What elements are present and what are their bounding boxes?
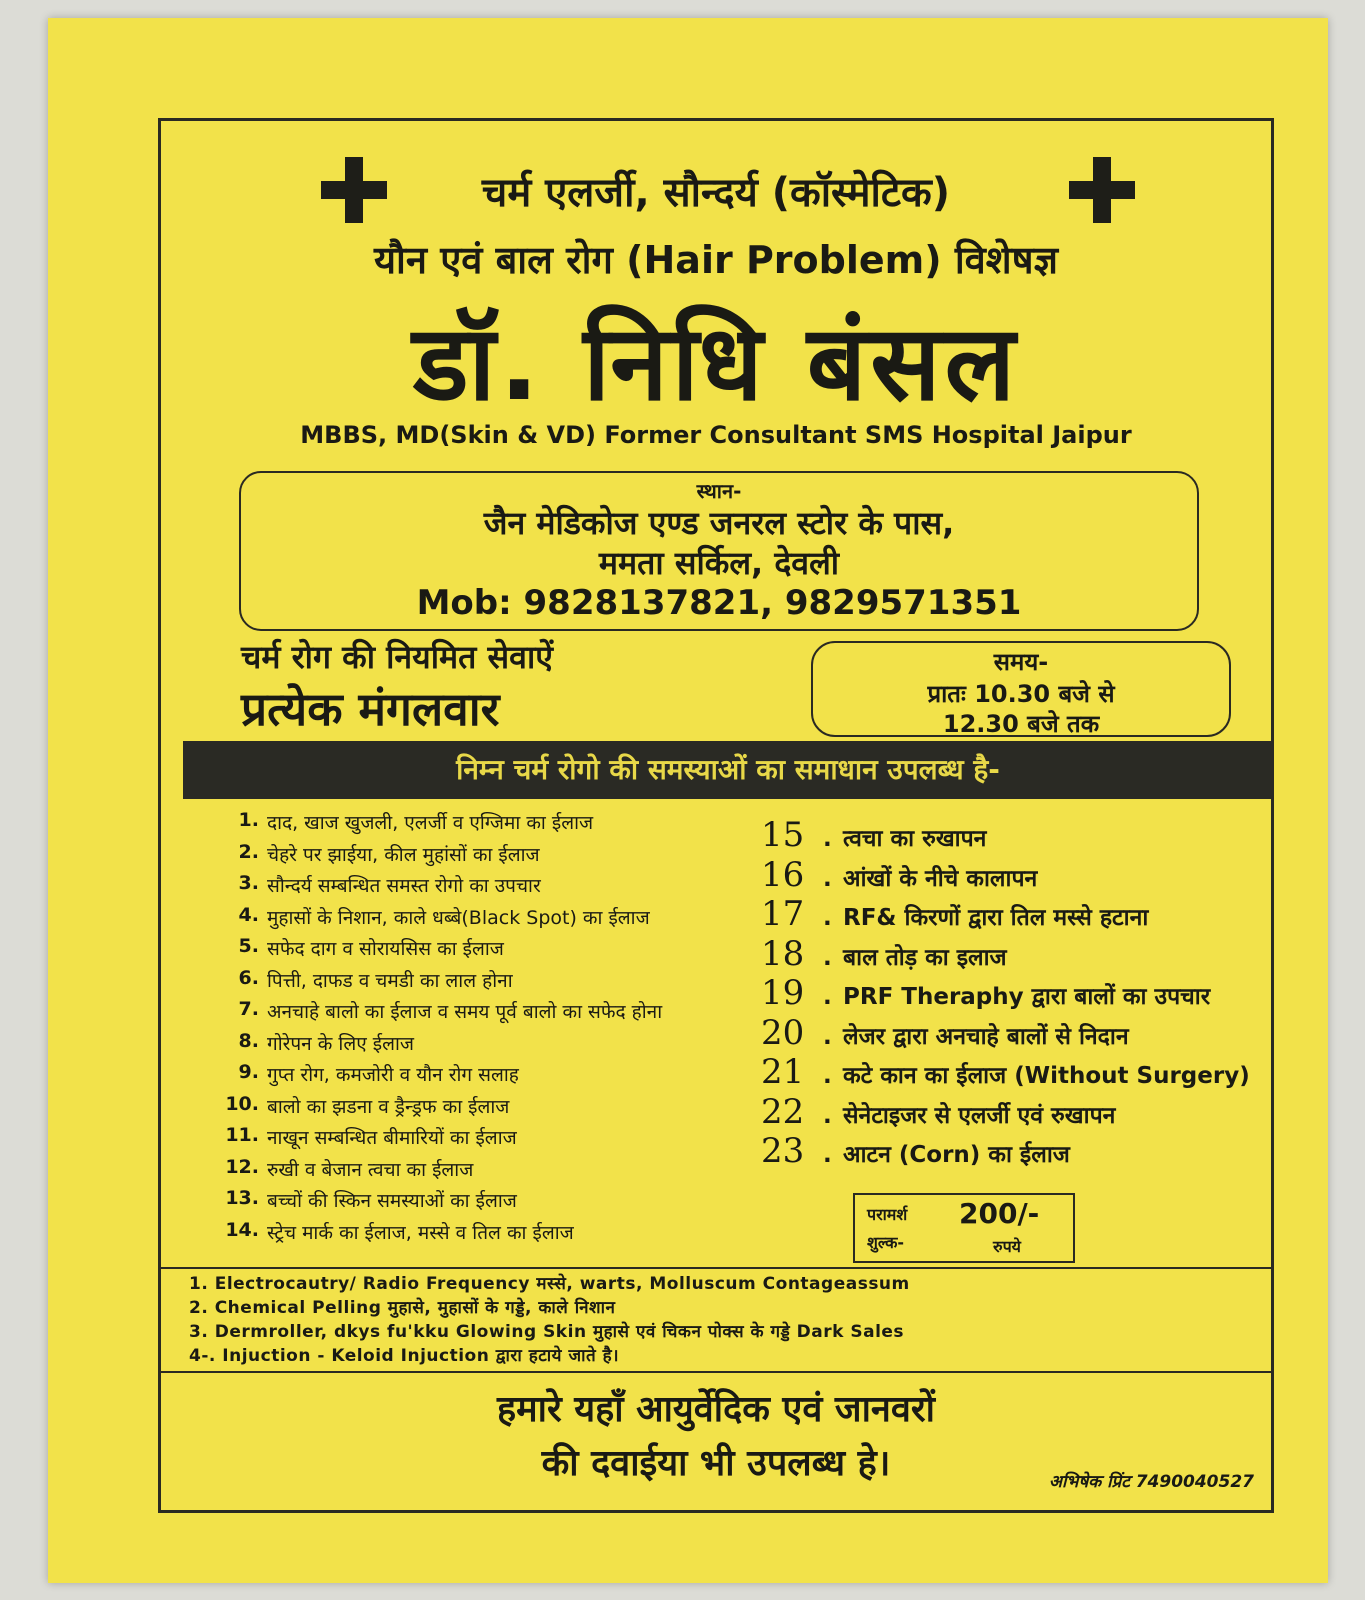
list-item: 7. अनचाहे बालो का ईलाज व समय पूर्व बालो का सफेद होना (238, 998, 663, 1023)
procedure-item: 2. Chemical Pelling मुहासे, मुहासों के गड्डे, काले निशान (189, 1298, 616, 1318)
procedures-list (189, 1271, 1249, 1367)
procedure-item: 4-. Injuction - Keloid Injuction द्वारा हटाये जाते है। (189, 1346, 620, 1366)
treatments-banner: निम्न चर्म रोगो की समस्याओं का समाधान उपलब्ध है- (183, 741, 1273, 799)
list-item: 9. गुप्त रोग, कमजोरी व यौन रोग सलाह (238, 1061, 519, 1086)
service-line-1: चर्म रोग की नियमित सेवाऐं (241, 638, 553, 676)
list-item: 11. नाखून सम्बन्धित बीमारियों का ईलाज (225, 1124, 517, 1149)
treatment-list-right (761, 815, 1261, 1171)
list-item: 6. पित्ती, दाफड व चमडी का लाल होना (238, 966, 513, 992)
fee-unit: रुपये (993, 1237, 1021, 1256)
list-item: 16 . आंखों के नीचे कालापन (761, 854, 1038, 895)
flyer-frame (158, 118, 1274, 1513)
address-box (239, 471, 1199, 631)
list-item: 13. बच्चों की स्किन समस्याओं का ईलाज (225, 1187, 517, 1212)
printer-credit: अभिषेक प्रिंट 7490040527 (1049, 1472, 1254, 1492)
flyer-paper (48, 18, 1328, 1583)
list-item: 10. बालो का झडना व ड्रैन्ड्रफ का ईलाज (225, 1092, 510, 1118)
address-line-1: जैन मेडिकोज एण्ड जनरल स्टोर के पास, (483, 504, 955, 542)
specialty-line-1: चर्म एलर्जी, सौन्दर्य (कॉस्मेटिक) (481, 170, 951, 216)
list-item: 12. रुखी व बेजान त्वचा का ईलाज (225, 1155, 474, 1181)
service-day: प्रत्येक मंगलवार (241, 682, 500, 736)
footer-line-2: की दवाईया भी उपलब्ध हे। (541, 1443, 891, 1484)
qualification: MBBS, MD(Skin & VD) Former Consultant SMS Hospital Jaipur (300, 421, 1132, 449)
list-item: 17 . RF& किरणों द्वारा तिल मस्से हटाना (761, 894, 1149, 934)
list-item: 5. सफेद दाग व सोरायसिस का ईलाज (238, 935, 504, 960)
list-item: 20 . लेजर द्वारा अनचाहे बालों से निदान (761, 1012, 1129, 1053)
fee-label-1: परामर्श (867, 1205, 908, 1224)
list-item: 23 . आटन (Corn) का ईलाज (761, 1131, 1070, 1171)
address-line-2: ममता सर्किल, देवली (598, 544, 840, 582)
list-item: 22 . सेनेटाइजर से एलर्जी एवं रुखापन (761, 1091, 1116, 1132)
address-label: स्थान- (696, 479, 742, 503)
list-item: 2. चेहरे पर झाईया, कील मुहांसों का ईलाज (238, 840, 540, 866)
timing-from: प्रातः 10.30 बजे से (927, 680, 1115, 708)
list-item: 15 . त्वचा का रुखापन (761, 815, 987, 855)
list-item: 18 . बाल तोड़ का इलाज (761, 933, 1007, 974)
fee-amount: 200/- (959, 1197, 1040, 1230)
timing-label: समय- (993, 648, 1049, 676)
list-item: 14. स्ट्रेच मार्क का ईलाज, मस्से व तिल का ईलाज (225, 1218, 574, 1244)
list-item: 4. मुहासों के निशान, काले धब्बे(Black Spot) का ईलाज (238, 903, 650, 929)
list-item: 19 . PRF Theraphy द्वारा बालों का उपचार (761, 973, 1211, 1013)
mobile-numbers: Mob: 9828137821, 9829571351 (416, 583, 1022, 623)
doctor-name: डॉ. निधि बंसल (412, 302, 1020, 424)
list-item: 8. गोरेपन के लिए ईलाज (238, 1029, 414, 1055)
divider (161, 1371, 1271, 1373)
timing-to: 12.30 बजे तक (942, 710, 1100, 738)
consultation-fee-box (853, 1193, 1075, 1263)
list-item: 3. सौन्दर्य सम्बन्धित समस्त रोगो का उपचार (238, 872, 541, 897)
procedure-item: 1. Electrocautry/ Radio Frequency मस्से, warts, Molluscum Contageassum (189, 1274, 910, 1294)
procedure-item: 3. Dermroller, dkys fu'kku Glowing Skin मुहासे एवं चिकन पोक्स के गड्डे Dark Sales (189, 1322, 905, 1342)
list-item: 21 . कटे कान का ईलाज (Without Surgery) (761, 1052, 1250, 1092)
specialty-line-2: यौन एवं बाल रोग (Hair Problem) विशेषज्ञ (374, 238, 1058, 282)
fee-label-2: शुल्क- (867, 1233, 905, 1252)
timing-box (811, 641, 1231, 737)
treatment-list-left (201, 809, 761, 1250)
list-item: 1. दाद, खाज खुजली, एलर्जी व एग्जिमा का ईलाज (238, 809, 594, 834)
divider (161, 1267, 1271, 1269)
footer-line-1: हमारे यहाँ आयुर्वेदिक एवं जानवरों (497, 1389, 935, 1430)
